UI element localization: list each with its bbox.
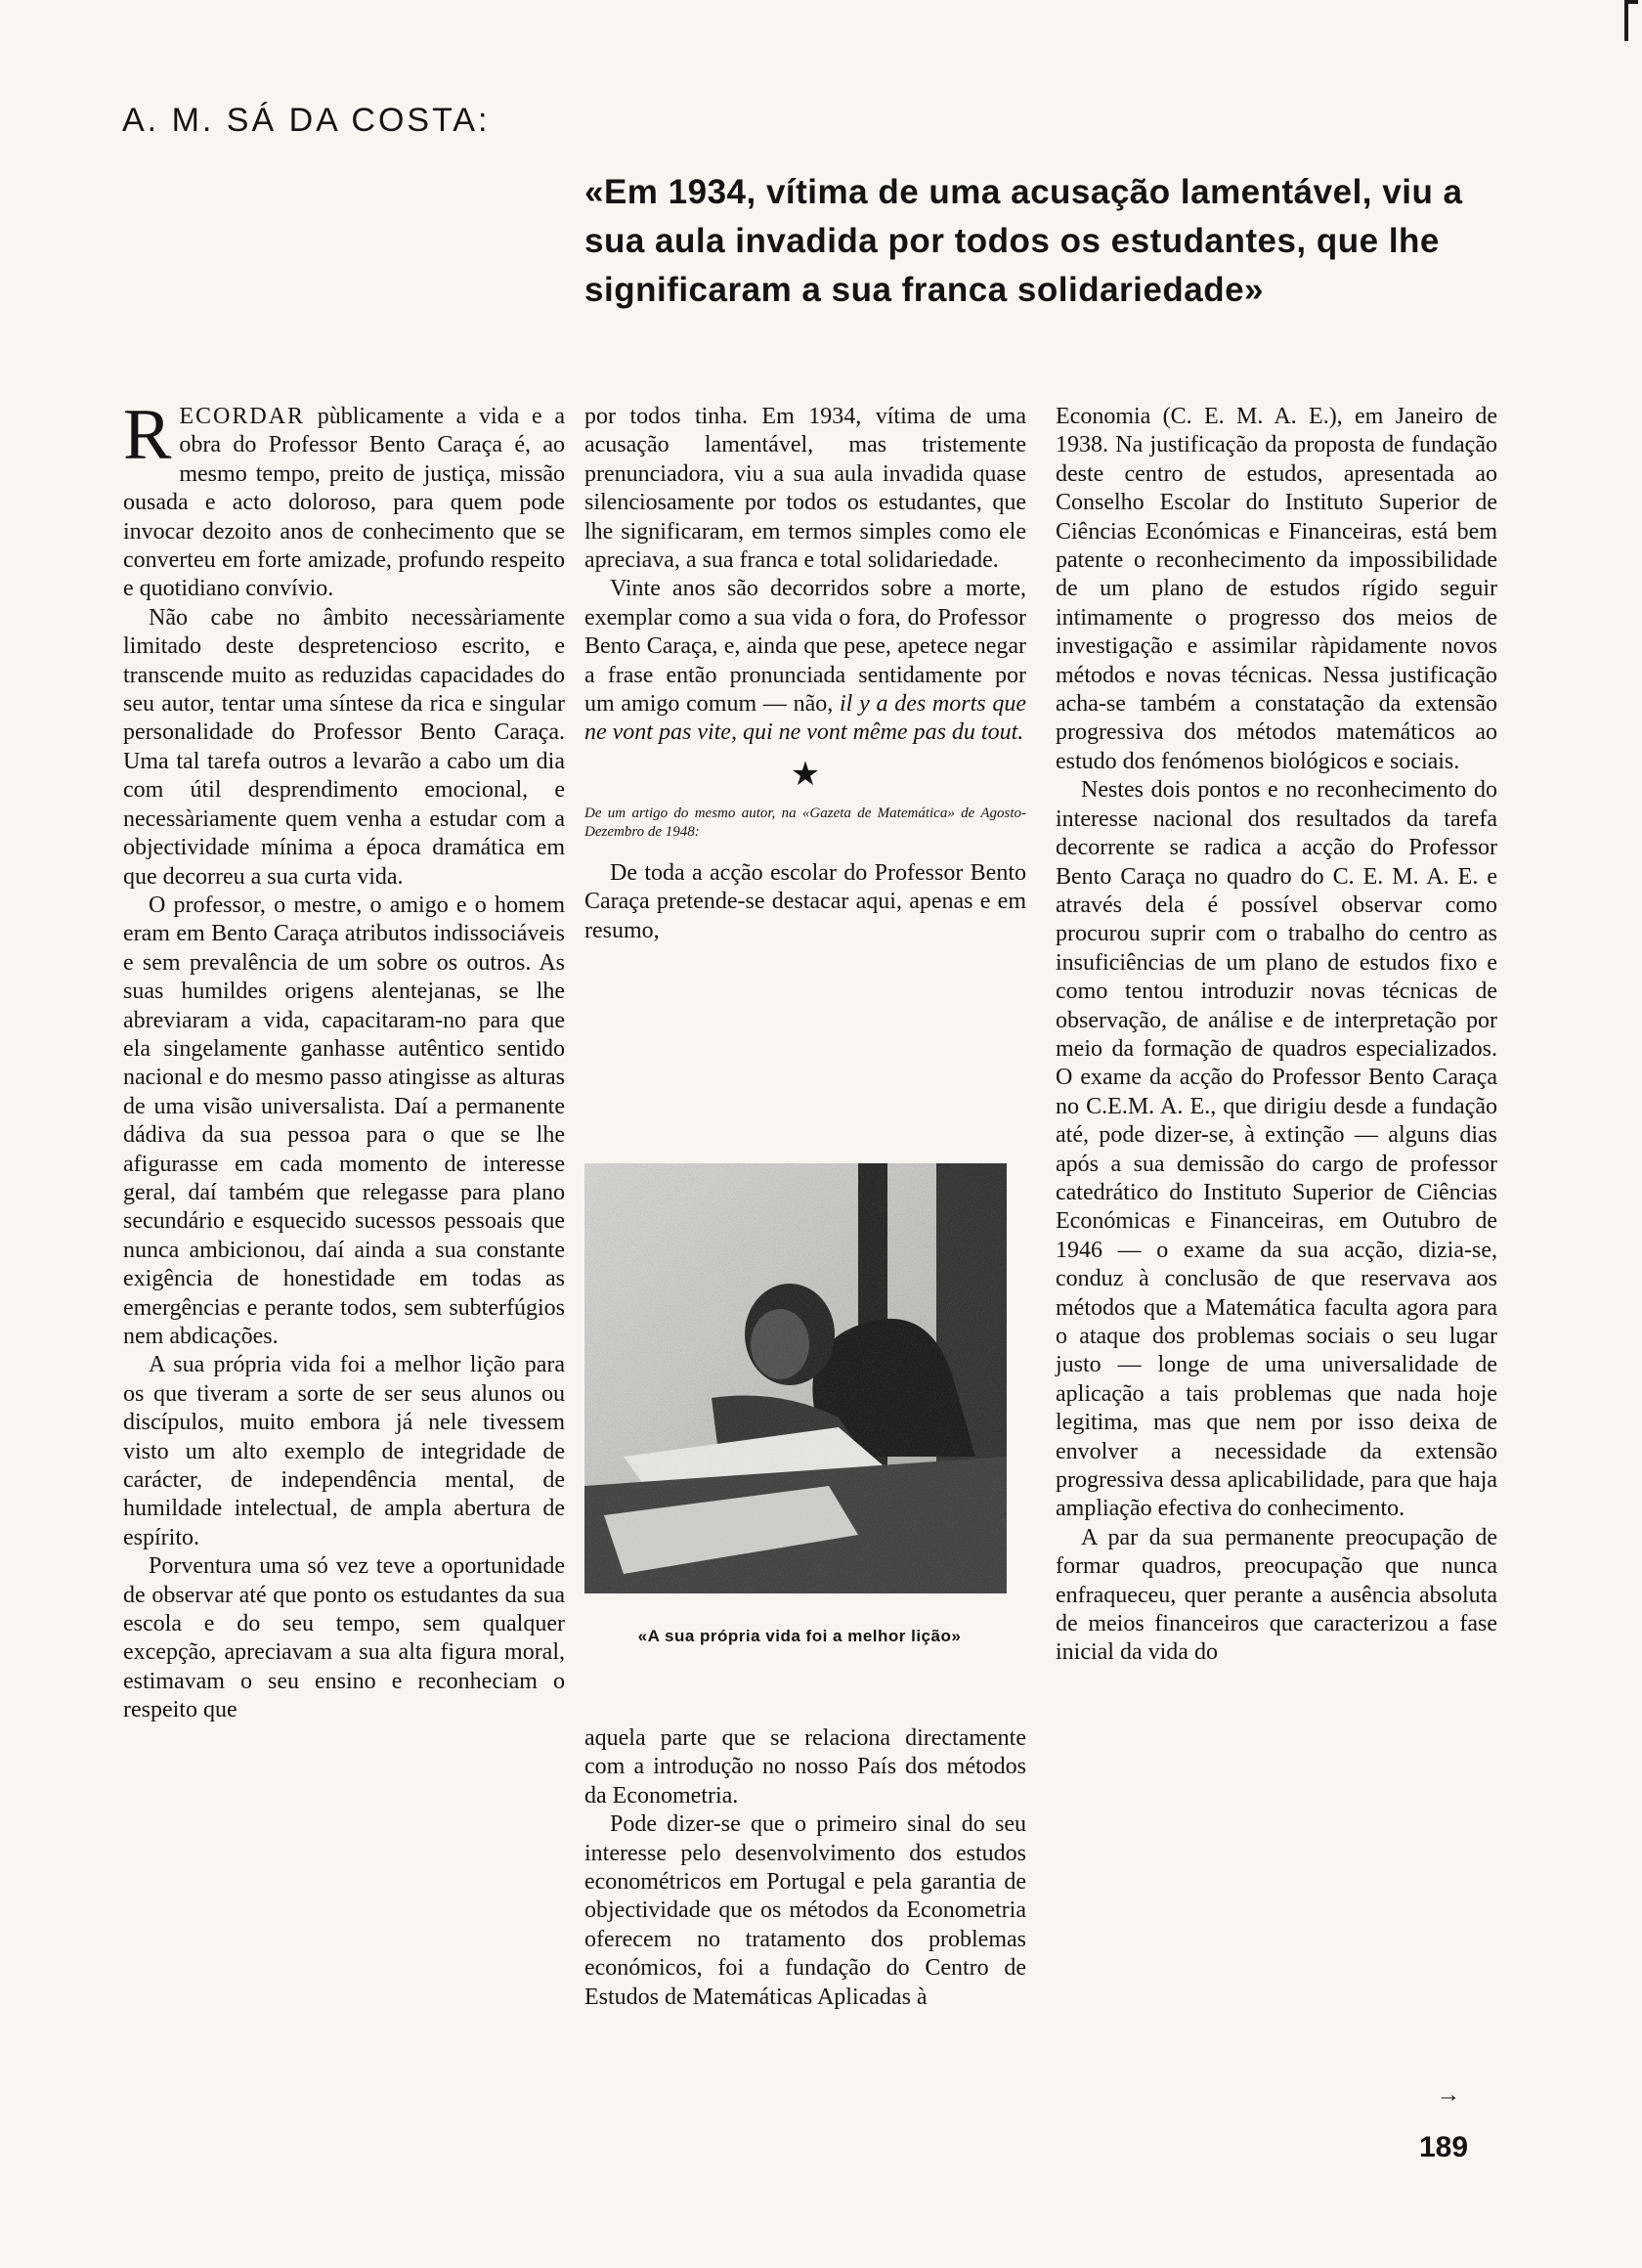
lead-word: ECORDAR	[179, 404, 306, 429]
paragraph: Não cabe no âmbito necessàriamente limitado deste despretencioso escrito, e transcende muito as reduzidas capacidades do seu autor, tentar uma síntese da rica e singular personalidade do Professor Bento Caraça. Uma tal tarefa outros a levarão a cabo um dia com útil desprendimento emocional, e necessàriamente quem venha a estudar com a objectividade mínima a época dramática em que decorreu a sua curta vida.	[123, 604, 565, 890]
pull-quote-headline: «Em 1934, vítima de uma acusação lamentável, viu a sua aula invadida por todos os estudantes, que lhe significaram a sua franca solidariedade»	[584, 173, 1463, 309]
photo-caption: «A sua própria vida foi a melhor lição»	[637, 1627, 962, 1645]
author-byline: A. M. SÁ DA COSTA:	[122, 102, 491, 139]
paragraph-text: pùblicamente a vida e a obra do Professor Bento Caraça é, ao mesmo tempo, preito de justiça, missão ousada e acto doloroso, para quem pode invocar dezoito anos de conhecimento que se converteu em forte amizade, profundo respeito e quotidiano convívio.	[123, 404, 565, 602]
paragraph	[584, 575, 1026, 747]
photo-bento-caraca	[584, 1163, 1007, 1593]
paragraph: A sua própria vida foi a melhor lição para os que tiveram a sorte de ser seus alunos ou discípulos, muito embora já nele tivessem visto um alto exemplo de integridade de carácter, de independência mental, de humildade intelectual, de ampla abertura de espírito.	[123, 1352, 565, 1550]
star-separator: ★	[790, 756, 821, 793]
paragraph: Nestes dois pontos e no reconhecimento do interesse nacional dos resultados da tarefa decorrente se radica a acção do Professor Bento Caraça no quadro do C. E. M. A. E. e através dela é possível observar como procurou suprir com o trabalho do centro as insuficiências de um plano de estudos fixo e como tentou introduzir novas técnicas de observação, de análise e de interpretação por meio da formação de quadros especializados. O exame da acção do Professor Bento Caraça no C.E.M. A. E., que dirigiu desde a fundação até, pode dizer-se, à extinção — alguns dias após a sua demissão do cargo de professor catedrático do Instituto Superior de Ciências Económicas e Financeiras, em Outubro de 1946 — o exame da sua acção, dizia-se, conduz à conclusão de que reservava aos métodos que a Matemática faculta agora para o ataque dos problemas sociais o seu lugar justo — longe de uma universalidade de aplicação a tais problemas que nada hoje legitima, mas que nem por isso deixa de envolver a necessidade da extensão progressiva dessa aplicabilidade, para que haja ampliação efectiva do conhecimento.	[1056, 777, 1497, 1522]
paragraph: Pode dizer-se que o primeiro sinal do seu interesse pelo desenvolvimento dos estudos econométricos em Portugal e pela garantia de objectividade que os métodos da Econometria oferecem no tratamento dos problemas económicos, foi a fundação do Centro de Estudos de Matemáticas Aplicadas à	[584, 1811, 1026, 2010]
paragraph-text: Vinte anos são decorridos sobre a morte, exemplar como a sua vida o fora, do Professor Bento Caraça, e, ainda que pese, apetece negar a frase então pronunciada sentidamente por um amigo comum — não,	[584, 576, 1026, 718]
paragraph: por todos tinha. Em 1934, vítima de uma acusação lamentável, mas tristemente prenunciadora, viu a sua aula invadida quase silenciosamente por todos os estudantes, que lhe significaram, em termos simples como ele apreciava, a sua franca e total solidariedade.	[584, 404, 1026, 574]
paragraph: aquela parte que se relaciona directamente com a introdução no nosso País dos métodos da Econometria.	[584, 1725, 1026, 1809]
paragraph: Porventura uma só vez teve a oportunidade de observar até que ponto os estudantes da sua escola e do seu tempo, sem qualquer excepção, apreciavam a sua alta figura moral, estimavam o seu ensino e reconheciam o respeito que	[123, 1553, 565, 1723]
paragraph	[123, 395, 565, 604]
paragraph: De toda a acção escolar do Professor Bento Caraça pretende-se destacar aqui, apenas e em resumo,	[584, 859, 1026, 943]
paragraph: Economia (C. E. M. A. E.), em Janeiro de 1938. Na justificação da proposta de fundação deste centro de estudos, apresentada ao Conselho Escolar do Instituto Superior de Ciências Económicas e Financeiras, está bem patente o reconhecimento da impossibilidade de um plano de estudos rígido seguir intimamente o progresso dos meios de investigação e assimilar ràpidamente novos métodos e novas técnicas. Nessa justificação acha-se também a constatação da extensão progressiva dos métodos matemáticos ao estudo dos fenómenos biológicos e sociais.	[1056, 404, 1497, 774]
portrait-photo-image	[584, 1163, 1007, 1593]
french-quote: il y a des morts que ne vont pas vite, qui ne vont même pas du tout.	[584, 691, 1027, 746]
text-column-2-top	[584, 403, 1026, 945]
text-column-2-bottom	[584, 1724, 1026, 2012]
paragraph: O professor, o mestre, o amigo e o homem eram em Bento Caraça atributos indissociáveis e sem prevalência de um sobre os outros. As suas humildes origens alentejanas, se lhe abreviaram a vida, capacitaram-no para que ela singelamente ganhasse autêntico sentido nacional e do mesmo passo atingisse as alturas de uma visão universalista. Daí a permanente dádiva da sua pessoa para o que se lhe afigurasse em cada momento de interesse geral, daí também que relegasse para plano secundário e esquecido sucessos pessoais que nunca ambicionou, daí ainda a sua constante exigência de honestidade em todas as emergências e perante todos, sem subterfúgios nem abdicações.	[123, 892, 565, 1349]
page-number: 189	[1419, 2131, 1469, 2163]
page-edge-mark	[1624, 0, 1638, 41]
source-note: De um artigo do mesmo autor, na «Gazeta de Matemática» de Agosto-Dezembro de 1948:	[584, 805, 1026, 840]
continue-arrow-icon: →	[1437, 2082, 1460, 2108]
text-column-1	[123, 395, 565, 2123]
drop-cap: R	[123, 395, 172, 475]
text-column-3	[1056, 403, 1497, 2123]
paragraph: A par da sua permanente preocupação de formar quadros, preocupação que nunca enfraqueceu, quer perante a ausência absoluta de meios financeiros que caracterizou a fase inicial da vida do	[1056, 1524, 1497, 1666]
